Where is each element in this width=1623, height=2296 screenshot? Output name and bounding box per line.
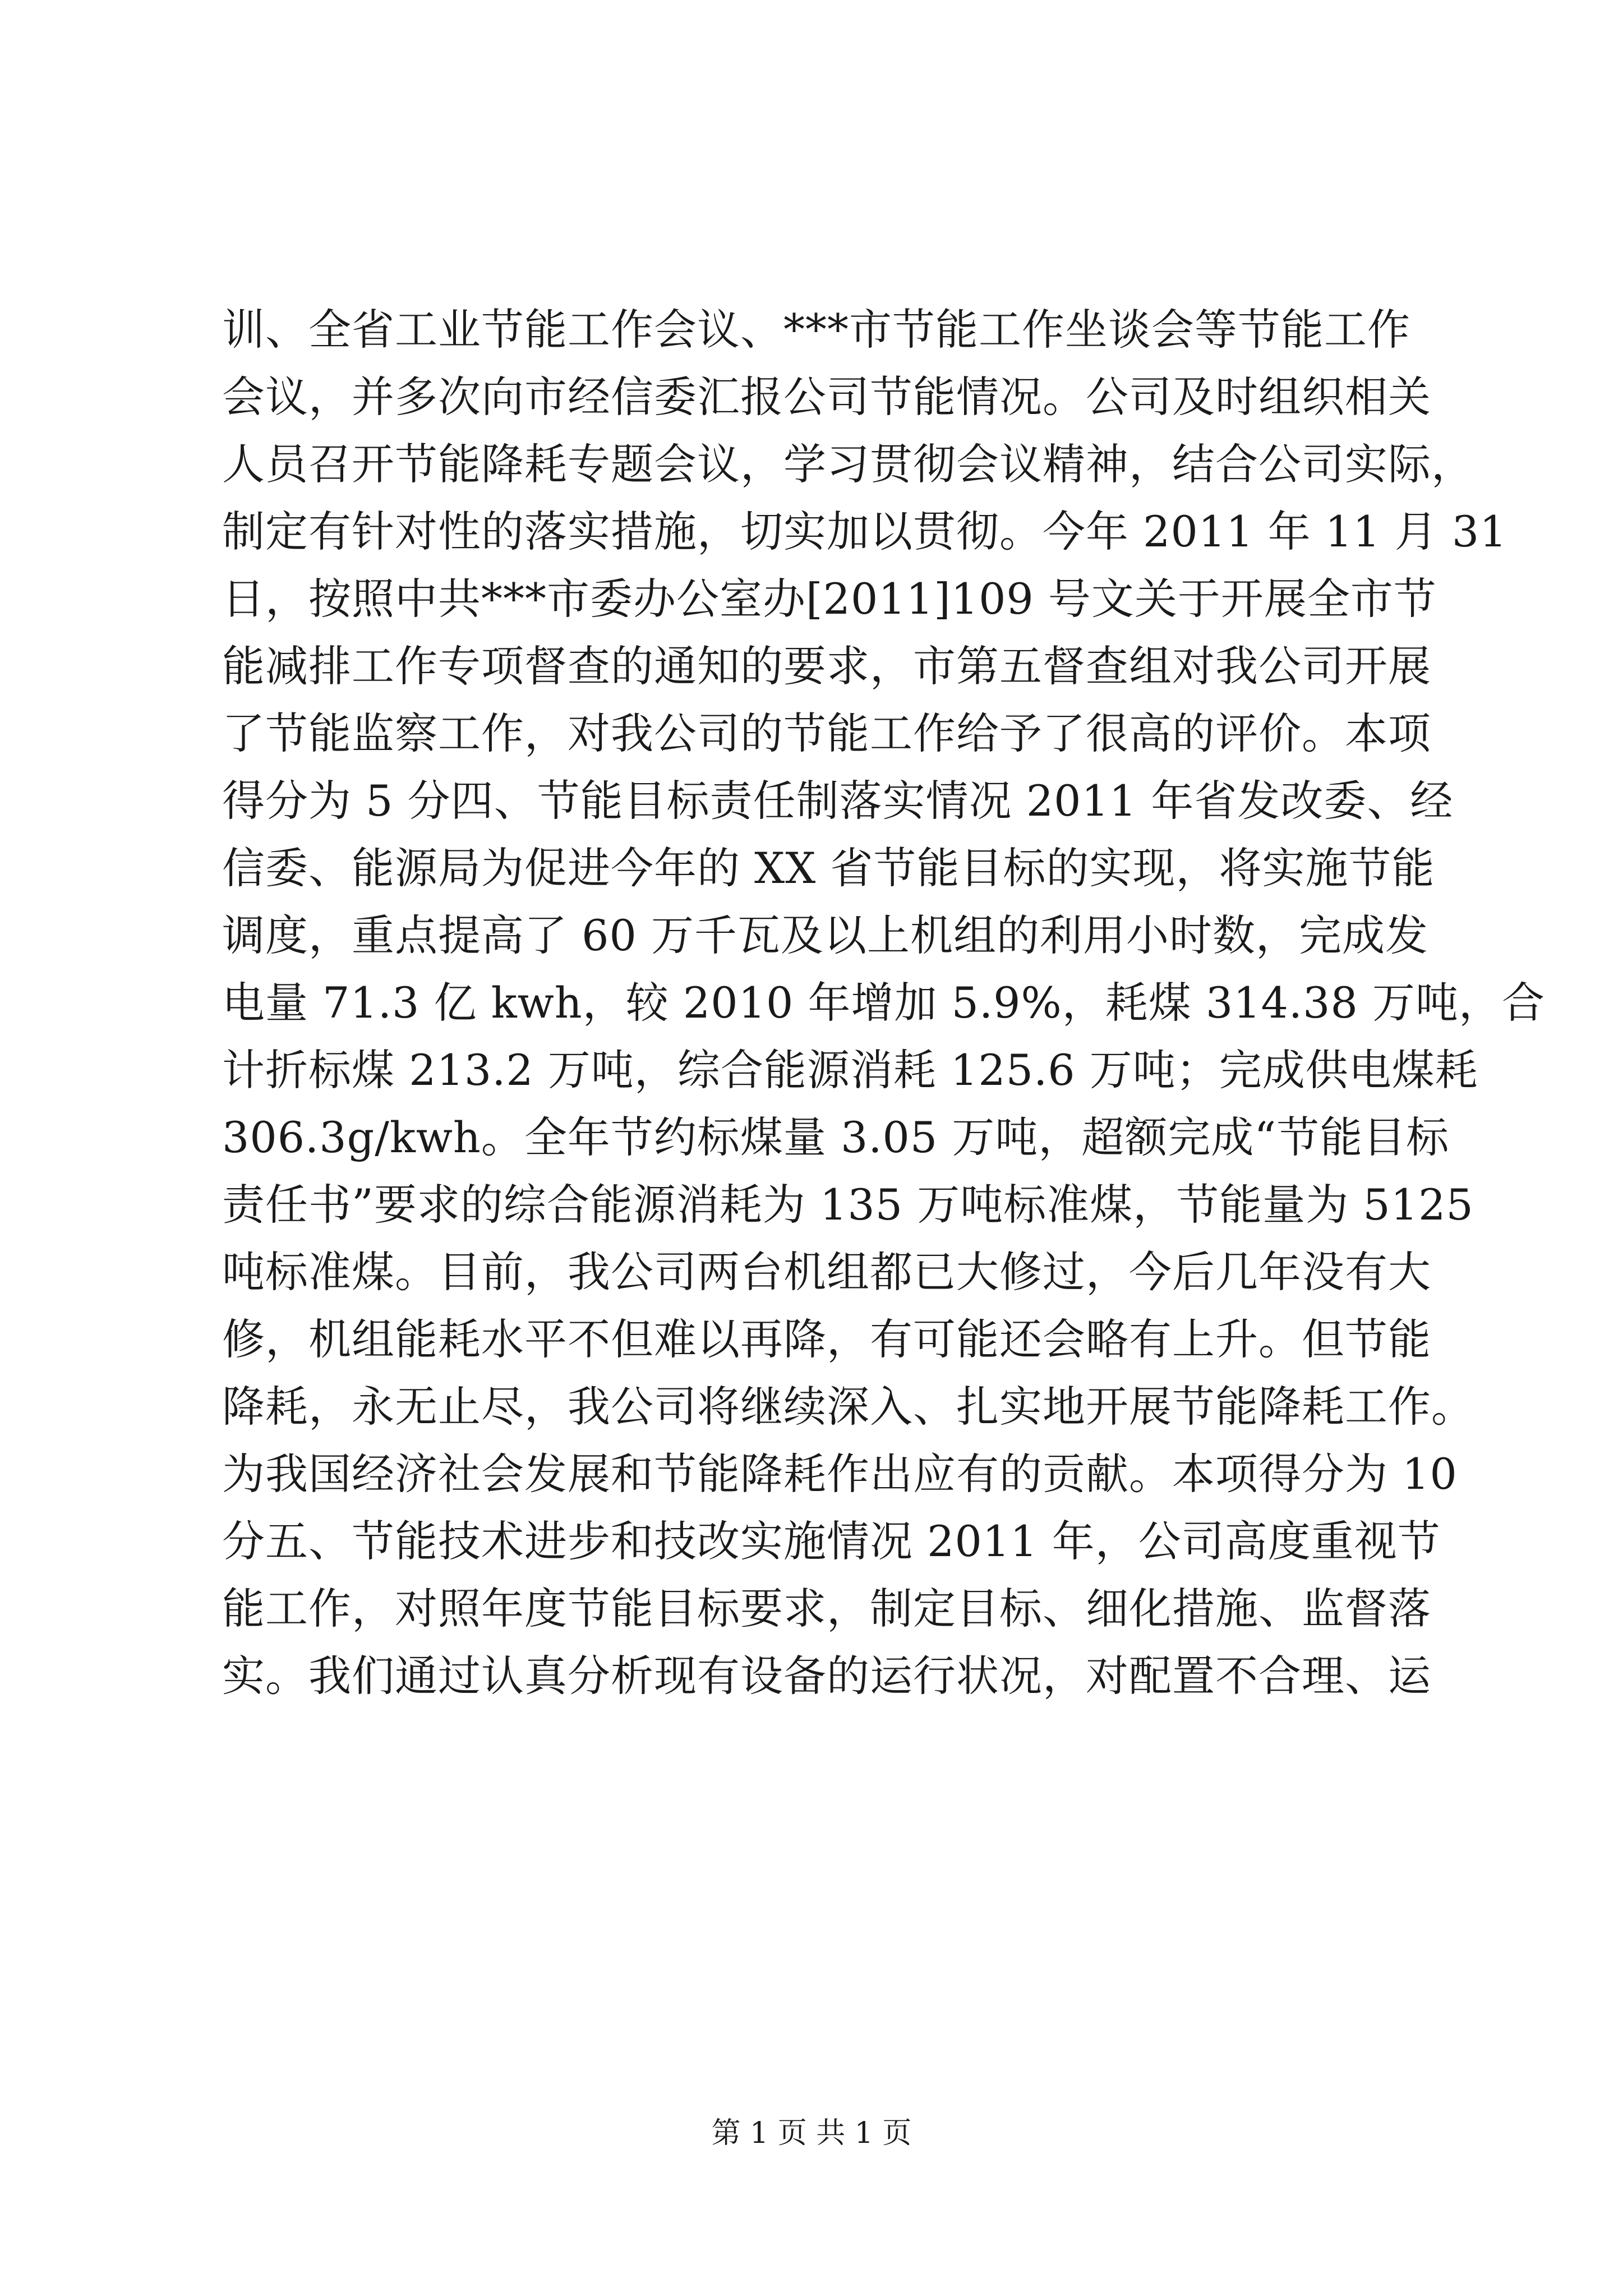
text-line: 能减排工作专项督查的通知的要求，市第五督查组对我公司开展 bbox=[222, 641, 1431, 691]
text-line: 吨标准煤。目前，我公司两台机组都已大修过，今后几年没有大 bbox=[222, 1247, 1431, 1297]
text-line: 会议，并多次向市经信委汇报公司节能情况。公司及时组织相关 bbox=[222, 372, 1431, 422]
text-line: 降耗，永无止尽，我公司将继续深入、扎实地开展节能降耗工作。 bbox=[222, 1382, 1474, 1432]
text-line: 制定有针对性的落实措施，切实加以贯彻。今年 2011 年 11 月 31 bbox=[222, 507, 1507, 556]
text-line: 306.3g/kwh。全年节约标煤量 3.05 万吨，超额完成“节能目标 bbox=[222, 1112, 1450, 1162]
text-line: 日，按照中共***市委办公室办[2011]109 号文关于开展全市节 bbox=[222, 574, 1437, 624]
text-line: 电量 71.3 亿 kwh，较 2010 年增加 5.9%，耗煤 314.38 万吨，合 bbox=[222, 978, 1545, 1028]
text-line: 了节能监察工作，对我公司的节能工作给予了很高的评价。本项 bbox=[222, 708, 1431, 758]
text-line: 信委、能源局为促进今年的 XX 省节能目标的实现，将实施节能 bbox=[222, 843, 1435, 893]
text-line: 能工作，对照年度节能目标要求，制定目标、细化措施、监督落 bbox=[222, 1584, 1431, 1634]
text-line: 计折标煤 213.2 万吨，综合能源消耗 125.6 万吨；完成供电煤耗 bbox=[222, 1045, 1478, 1095]
text-line: 得分为 5 分四、节能目标责任制落实情况 2011 年省发改委、经 bbox=[222, 776, 1454, 826]
page-footer: 第 1 页 共 1 页 bbox=[711, 2116, 912, 2150]
text-line: 人员召开节能降耗专题会议，学习贯彻会议精神，结合公司实际， bbox=[222, 439, 1474, 489]
text-line: 训、全省工业节能工作会议、***市节能工作坐谈会等节能工作 bbox=[222, 305, 1410, 355]
text-line: 实。我们通过认真分析现有设备的运行状况，对配置不合理、运 bbox=[222, 1651, 1431, 1701]
text-line: 修，机组能耗水平不但难以再降，有可能还会略有上升。但节能 bbox=[222, 1314, 1431, 1364]
text-line: 调度，重点提高了 60 万千瓦及以上机组的利用小时数，完成发 bbox=[222, 910, 1429, 960]
body-text bbox=[222, 296, 1545, 1710]
text-line: 责任书”要求的综合能源消耗为 135 万吨标准煤，节能量为 5125 bbox=[222, 1180, 1474, 1230]
text-line: 分五、节能技术进步和技改实施情况 2011 年，公司高度重视节 bbox=[222, 1516, 1441, 1566]
text-line: 为我国经济社会发展和节能降耗作出应有的贡献。本项得分为 10 bbox=[222, 1449, 1458, 1499]
